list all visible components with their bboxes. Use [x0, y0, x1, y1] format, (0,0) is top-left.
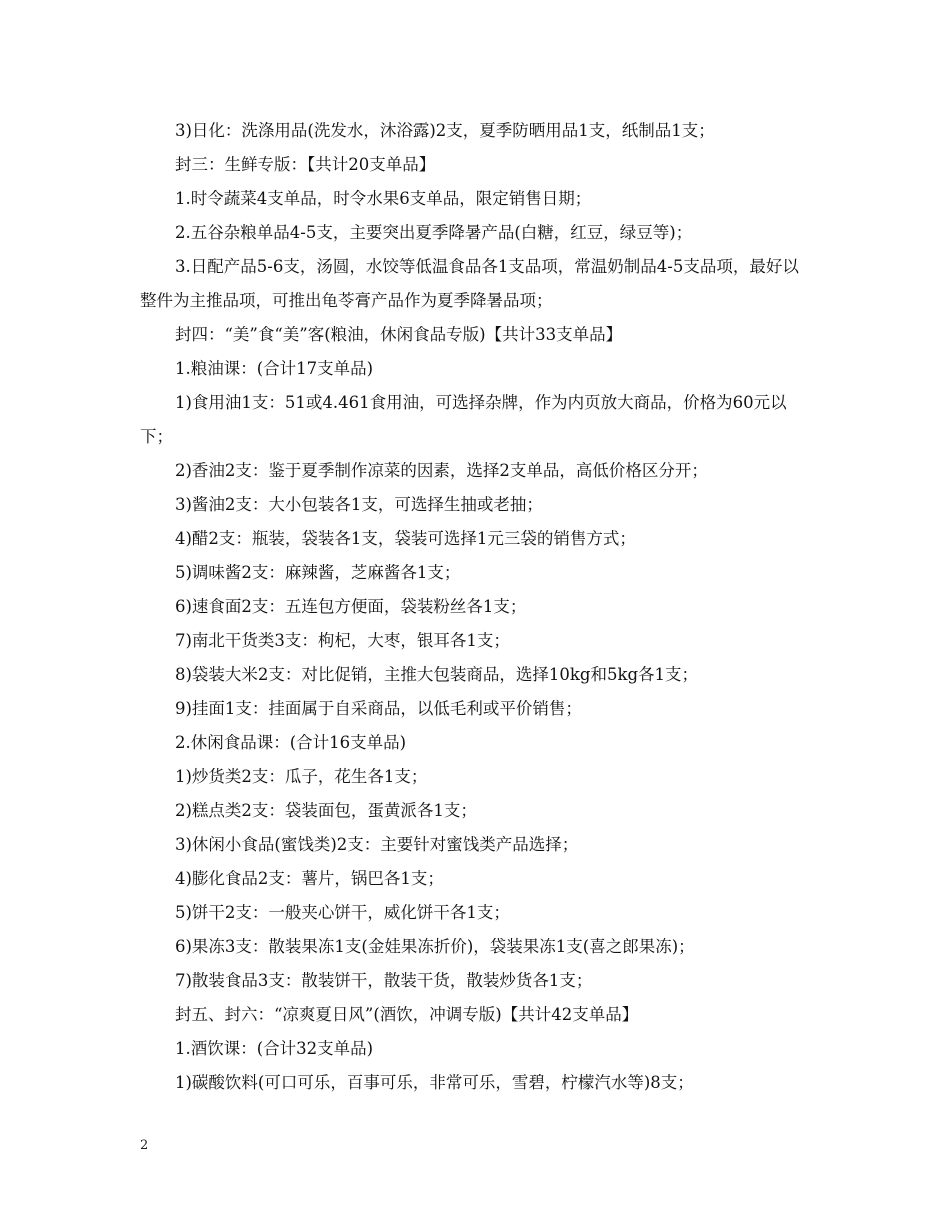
paragraph: 6)果冻3支：散装果冻1支(金娃果冻折价)，袋装果冻1支(喜之郎果冻)； [175, 937, 695, 956]
page-number: 2 [140, 1138, 149, 1153]
paragraph: 3)休闲小食品(蜜饯类)2支：主要针对蜜饯类产品选择； [175, 835, 579, 854]
paragraph: 6)速食面2支：五连包方便面，袋装粉丝各1支； [175, 597, 527, 616]
paragraph: 3)日化：洗涤用品(洗发水，沐浴露)2支，夏季防晒用品1支，纸制品1支； [175, 121, 715, 140]
section-heading: 封五、封六：“凉爽夏日风”(酒饮，冲调专版)【共计42支单品】 [175, 1005, 639, 1024]
section-heading: 封四：“美”食“美”客(粮油，休闲食品专版)【共计33支单品】 [175, 325, 623, 344]
subsection-heading: 1.酒饮课：(合计32支单品) [175, 1039, 374, 1058]
section-heading: 封三：生鲜专版：【共计20支单品】 [175, 155, 436, 174]
paragraph: 5)饼干2支：一般夹心饼干，威化饼干各1支； [175, 903, 510, 922]
paragraph: 3.日配产品5-6支，汤圆，水饺等低温食品各1支品项，常温奶制品4-5支品项，最好以整件为主推品项，可推出龟苓膏产品作为夏季降暑品项； [140, 257, 799, 310]
paragraph: 2.五谷杂粮单品4-5支，主要突出夏季降暑产品(白糖，红豆，绿豆等)； [175, 223, 693, 242]
paragraph: 4)醋2支：瓶装，袋装各1支，袋装可选择1元三袋的销售方式； [175, 529, 636, 548]
paragraph: 1)碳酸饮料(可口可乐，百事可乐，非常可乐，雪碧，柠檬汽水等)8支； [175, 1073, 694, 1092]
paragraph: 1.时令蔬菜4支单品，时令水果6支单品，限定销售日期； [175, 189, 592, 208]
paragraph: 7)南北干货类3支：枸杞，大枣，银耳各1支； [175, 631, 510, 650]
paragraph: 3)酱油2支：大小包装各1支，可选择生抽或老抽； [175, 495, 543, 514]
paragraph: 4)膨化食品2支：薯片，锅巴各1支； [175, 869, 444, 888]
paragraph: 8)袋装大米2支：对比促销，主推大包装商品，选择10kg和5kg各1支； [175, 665, 699, 684]
subsection-heading: 2.休闲食品课：(合计16支单品) [175, 733, 407, 752]
paragraph: 2)香油2支：鉴于夏季制作凉菜的因素，选择2支单品，高低价格区分开； [175, 461, 708, 480]
paragraph: 2)糕点类2支：袋装面包，蛋黄派各1支； [175, 801, 477, 820]
subsection-heading: 1.粮油课：(合计17支单品) [175, 359, 374, 378]
paragraph: 9)挂面1支：挂面属于自采商品，以低毛利或平价销售； [175, 699, 582, 718]
document-body [140, 114, 812, 1100]
paragraph: 1)炒货类2支：瓜子，花生各1支； [175, 767, 428, 786]
paragraph: 5)调味酱2支：麻辣酱，芝麻酱各1支； [175, 563, 461, 582]
paragraph: 1)食用油1支：51或4.461食用油，可选择杂牌，作为内页放大商品，价格为60元以下； [140, 393, 787, 446]
paragraph: 7)散装食品3支：散装饼干，散装干货，散装炒货各1支； [175, 971, 593, 990]
